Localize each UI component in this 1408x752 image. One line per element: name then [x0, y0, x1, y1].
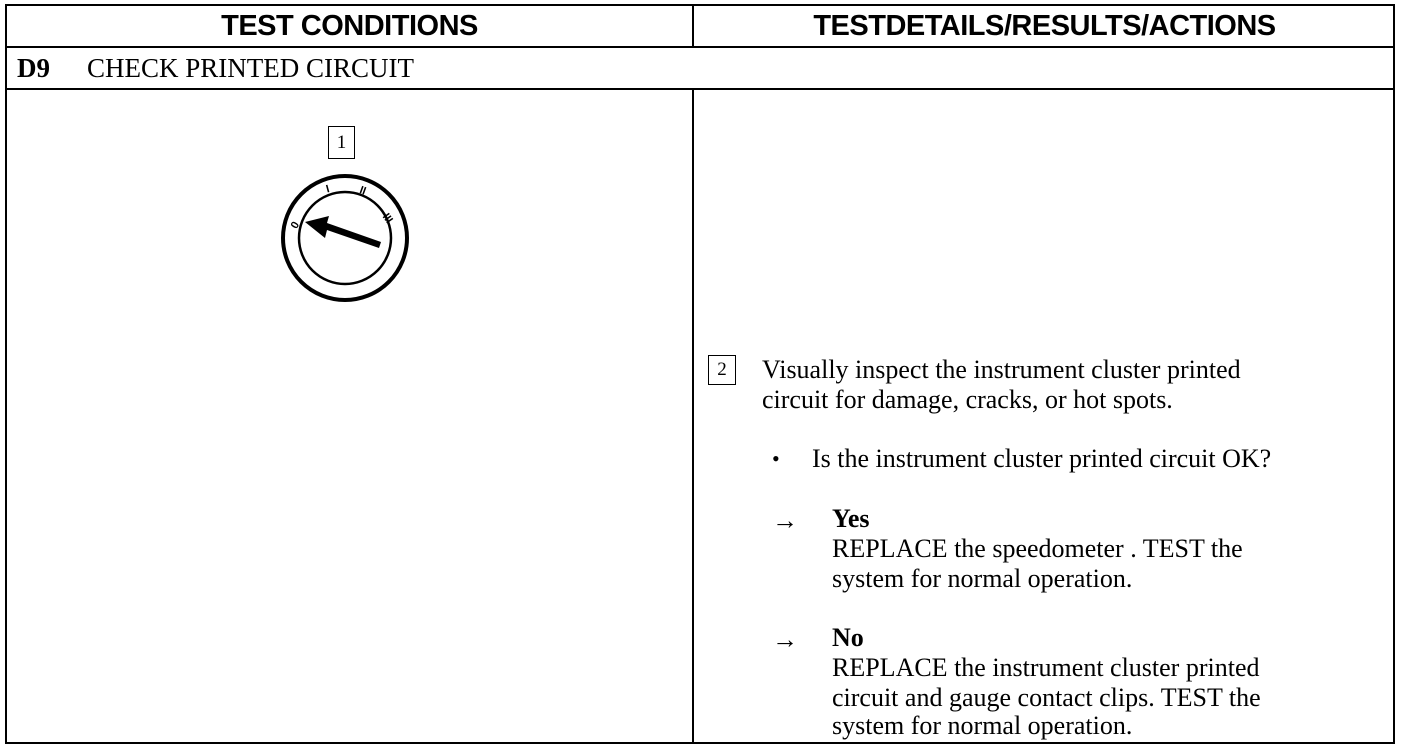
question-bullet: • [772, 446, 780, 471]
header-test-conditions: TEST CONDITIONS [221, 9, 478, 42]
instruction-line-1: Visually inspect the instrument cluster printed [762, 355, 1241, 384]
yes-action-line-1: REPLACE the speedometer . TEST the [832, 534, 1243, 563]
no-action-line-1: REPLACE the instrument cluster printed [832, 653, 1260, 682]
yes-label: Yes [832, 504, 870, 533]
question-text: Is the instrument cluster printed circuit OK? [812, 444, 1272, 473]
no-action-line-2: circuit and gauge contact clips. TEST the [832, 683, 1261, 712]
no-arrow: → [772, 625, 798, 654]
instruction-line-2: circuit for damage, cracks, or hot spots. [762, 385, 1173, 414]
step-row [7, 48, 1393, 88]
position-label: I [324, 183, 331, 196]
column-divider-header [692, 6, 694, 46]
yes-arrow: → [772, 506, 798, 535]
step-title: CHECK PRINTED CIRCUIT [87, 52, 415, 83]
test-table [5, 4, 1395, 744]
header-test-details: TESTDETAILS/RESULTS/ACTIONS [813, 9, 1276, 42]
ignition-key-switch-icon [277, 166, 413, 302]
no-action-line-3: system for normal operation. [832, 711, 1133, 740]
step-id: D9 [17, 52, 50, 83]
callout-2: 2 [708, 355, 736, 385]
no-label: No [832, 623, 864, 652]
step-divider [7, 88, 1393, 90]
column-divider-body [692, 88, 694, 742]
position-label: II [357, 184, 368, 198]
key-pointer [305, 216, 381, 248]
position-label: 0 [288, 219, 303, 231]
yes-action-line-2: system for normal operation. [832, 564, 1133, 593]
callout-1: 1 [328, 126, 355, 159]
position-label: III [379, 211, 395, 226]
